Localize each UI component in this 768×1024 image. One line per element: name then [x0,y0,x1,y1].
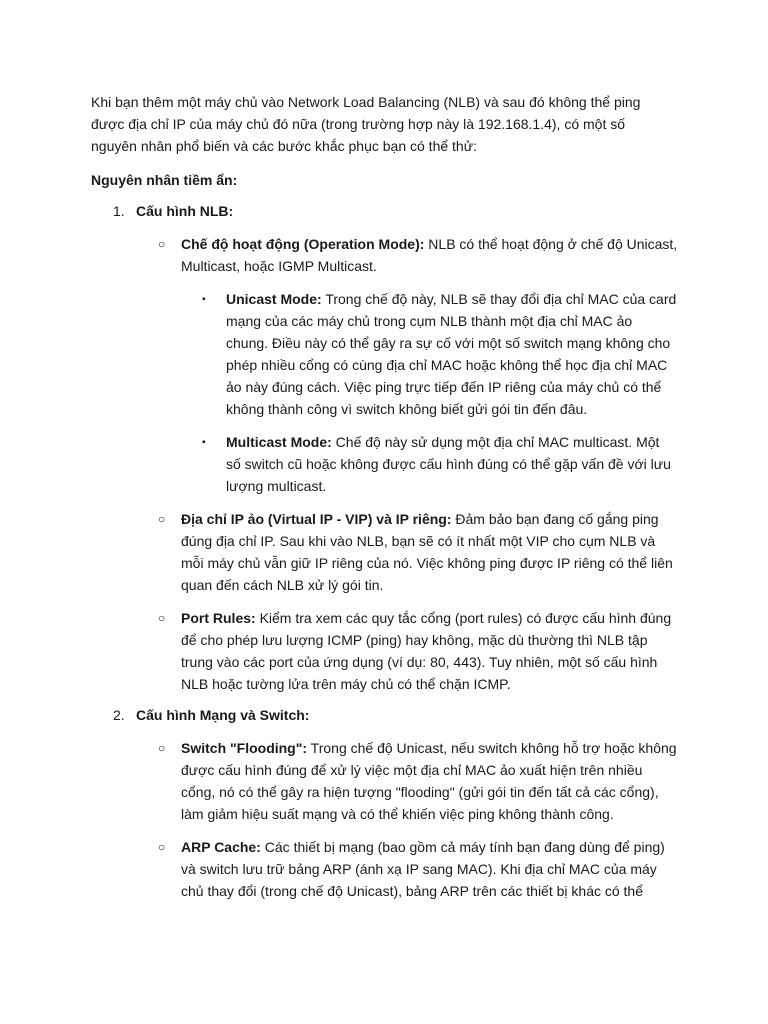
list-item-port-rules [91,607,678,695]
square-bullet-icon: ▪ [202,437,206,448]
list-item-multicast-mode [91,431,678,497]
list-item-section-2 [91,704,678,726]
list-number: 2. [113,707,125,723]
item-label: Unicast Mode: [226,291,322,307]
list-item-arp-cache [91,836,678,902]
section-title: Cấu hình NLB: [136,203,234,219]
item-text: Đảm bảo bạn đang cố gắng ping đúng địa chỉ IP. Sau khi vào NLB, bạn sẽ có ít nhất một VIP cho cụm NLB và mỗi máy chủ vẫn giữ IP riêng của nó. Việc không ping được IP riêng có thể liên quan đến cách NLB xử lý gói tin. [181,511,673,593]
list-item-unicast-mode [91,288,678,420]
item-label: Multicast Mode: [226,434,332,450]
item-label: Switch "Flooding": [181,740,308,756]
item-label: ARP Cache: [181,839,261,855]
item-label: Địa chỉ IP ảo (Virtual IP - VIP) và IP riêng: [181,511,452,527]
item-label: Port Rules: [181,610,256,626]
list-item-operation-mode [91,233,678,277]
list-item-switch-flooding [91,737,678,825]
square-bullet-icon: ▪ [202,294,206,305]
list-item-section-1 [91,200,678,222]
item-text: Các thiết bị mạng (bao gồm cả máy tính bạn đang dùng để ping) và switch lưu trữ bảng ARP (ánh xạ IP sang MAC). Khi địa chỉ MAC của máy chủ thay đổi (trong chế độ Unicast), bảng ARP trên các thiết bị khác có thể [181,839,665,899]
hollow-circle-bullet-icon: ○ [158,611,166,625]
item-text: Chế độ này sử dụng một địa chỉ MAC multicast. Một số switch cũ hoặc không được cấu hình đúng có thể gặp vấn đề với lưu lượng multicast. [226,434,671,494]
item-text: Trong chế độ Unicast, nếu switch không hỗ trợ hoặc không được cấu hình đúng để xử lý việc một địa chỉ MAC ảo xuất hiện trên nhiều cổng, nó có thể gây ra hiện tượng "flooding" (gửi gói tin đến tất cả các cổng), làm giảm hiệu suất mạng và có thể khiến việc ping không thành công. [181,740,677,822]
hollow-circle-bullet-icon: ○ [158,512,166,526]
intro-paragraph: Khi bạn thêm một máy chủ vào Network Load Balancing (NLB) và sau đó không thể ping được địa chỉ IP của máy chủ đó nữa (trong trường hợp này là 192.168.1.4), có một số nguyên nhân phổ biến và các bước khắc phục bạn có thể thử: [91,94,641,154]
list-number: 1. [113,203,125,219]
item-label: Chế độ hoạt động (Operation Mode): [181,236,425,252]
item-text: Trong chế độ này, NLB sẽ thay đổi địa chỉ MAC của card mạng của các máy chủ trong cụm NLB thành một địa chỉ MAC ảo chung. Điều này có thể gây ra sự cố với một số switch mạng không cho phép nhiều cổng có cùng địa chỉ MAC hoặc không thể học địa chỉ MAC ảo này đúng cách. Việc ping trực tiếp đến IP riêng của máy chủ có thể không thành công vì switch không biết gửi gói tin đến đâu. [226,291,677,417]
list-item-virtual-ip [91,508,678,596]
hollow-circle-bullet-icon: ○ [158,237,166,251]
hollow-circle-bullet-icon: ○ [158,741,166,755]
hollow-circle-bullet-icon: ○ [158,840,166,854]
section-heading: Nguyên nhân tiềm ẩn: [91,172,238,188]
item-text: Kiểm tra xem các quy tắc cổng (port rules) có được cấu hình đúng để cho phép lưu lượng ICMP (ping) hay không, mặc dù thường thì NLB tập trung vào các port của ứng dụng (ví dụ: 80, 443). Tuy nhiên, một số cấu hình NLB hoặc tường lửa trên máy chủ có thể chặn ICMP. [181,610,672,692]
section-title: Cấu hình Mạng và Switch: [136,707,310,723]
item-text: NLB có thể hoạt động ở chế độ Unicast, Multicast, hoặc IGMP Multicast. [181,236,678,274]
